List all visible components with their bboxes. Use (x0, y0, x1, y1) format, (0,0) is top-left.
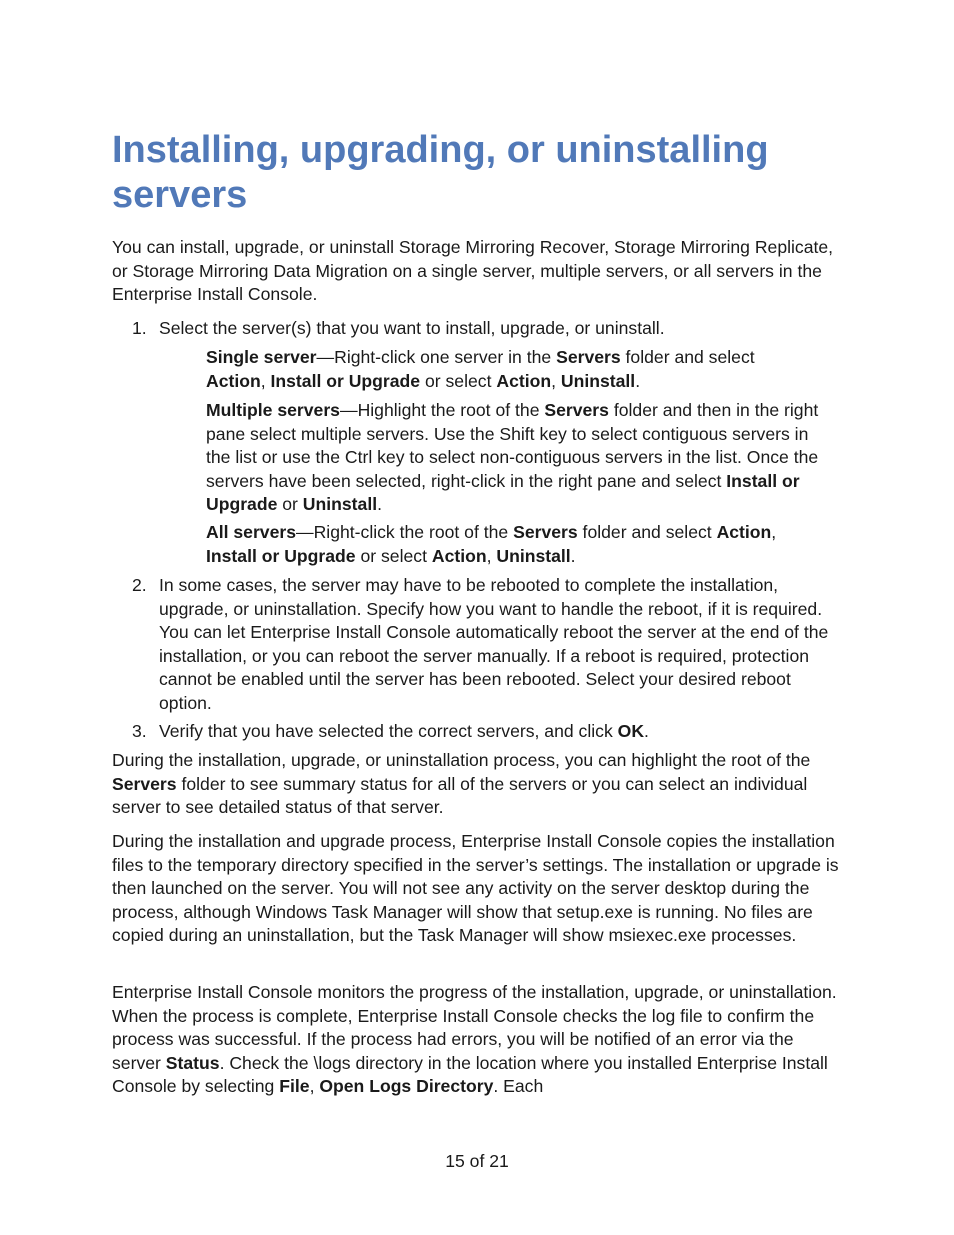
step-number: 3. (132, 721, 147, 741)
step-text: Verify that you have selected the correct servers, and click OK. (159, 721, 649, 741)
option-all-servers: All servers—Right-click the root of the Servers folder and select Action, Install or Upgrade or select Action, Uninstall. (206, 522, 777, 566)
option-label: Single server (206, 347, 317, 367)
step-text: Select the server(s) that you want to install, upgrade, or uninstall. (159, 318, 665, 338)
page-title: Installing, upgrading, or uninstalling servers (112, 129, 769, 216)
status-paragraph: During the installation, upgrade, or uninstallation process, you can highlight the root of the Servers folder to see summary status for all of the servers or you can select an individual server to see detailed status of that server. (112, 750, 811, 817)
step-1 (132, 317, 844, 341)
copy-paragraph: During the installation and upgrade process, Enterprise Install Console copies the installation files to the temporary directory specified in the server’s settings. The installation or upgrade is then launched on the server. You will not see any activity on the server desktop during the process, although Windows Task Manager will show that setup.exe is running. No files are copied during an uninstallation, but the Task Manager will show msiexec.exe processes. (112, 831, 839, 945)
step-text: In some cases, the server may have to be rebooted to complete the installation, upgrade, or uninstallation. Specify how you want to handle the reboot, if it is required. You can let Enterprise Install Console automatically reboot the server at the end of the installation, or you can reboot the server manually. If a reboot is required, protection cannot be enabled until the server has been rebooted. Select your desired reboot option. (159, 575, 829, 713)
option-label: Multiple servers (206, 400, 340, 420)
option-single-server: Single server—Right-click one server in the Servers folder and select Action, Install or Upgrade or select Action, Uninstall. (206, 347, 755, 391)
step-number: 2. (132, 575, 147, 595)
page-number: 15 of 21 (445, 1151, 509, 1171)
option-multiple-servers: Multiple servers—Highlight the root of the Servers folder and then in the right pane select multiple servers. Use the Shift key to select contiguous servers in the list or use the Ctrl key to select non-contiguous servers in the list. Once the servers have been selected, right-click in the right pane and select Install or Upgrade or Uninstall. (206, 400, 819, 514)
step-number: 1. (132, 318, 147, 338)
step-3 (132, 720, 844, 744)
option-label: All servers (206, 522, 296, 542)
monitor-paragraph: Enterprise Install Console monitors the progress of the installation, upgrade, or uninstallation. When the process is complete, Enterprise Install Console checks the log file to confirm the process was successful. If the process had errors, you will be notified of an error via the server Status. Check the \logs directory in the location where you installed Enterprise Install Console by selecting File, Open Logs Directory. Each (112, 982, 837, 1096)
intro-paragraph: You can install, upgrade, or uninstall Storage Mirroring Recover, Storage Mirroring Replicate, or Storage Mirroring Data Migration on a single server, multiple servers, or all servers in the Enterprise Install Console. (112, 237, 834, 304)
step-2 (132, 574, 844, 715)
